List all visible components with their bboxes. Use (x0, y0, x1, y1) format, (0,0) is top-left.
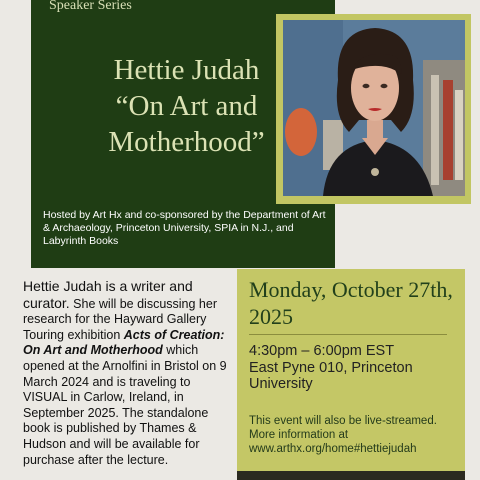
title-line: Hettie Judah (113, 54, 260, 86)
event-time: 4:30pm – 6:00pm EST (249, 343, 395, 359)
bio-intro: Hettie Judah is a writer and curator. (23, 278, 193, 311)
title-line: “On Art and (115, 90, 258, 122)
exhibition-title: Acts of Creation: On Art and Motherhood (23, 327, 225, 358)
series-label: Speaker Series (49, 0, 132, 13)
bio-text: She will be discussing her research for the Hayward Gallery Touring exhibition (23, 296, 217, 342)
event-date: Monday, October 27th, 2025 (249, 277, 453, 329)
bottom-bar (237, 471, 465, 480)
event-time-location (249, 343, 459, 393)
event-location: East Pyne 010, Princeton University (249, 359, 413, 392)
speaker-photo (283, 20, 465, 196)
hosted-by-text: Hosted by Art Hx and co-sponsored by the Department of Art & Archaeology, Princeton University, SPIA in N.J., and Labyrinth Books (43, 209, 326, 247)
livestream-note: This event will also be live-streamed. More information at www.arthx.org/home#hettiejudah (249, 415, 437, 455)
bio-text: which opened at the Arnolfini in Bristol on 9 March 2024 and is traveling to VISUAL in Carlow, Ireland, in September 2025. The standalone book is published by Thames & Hudson and will be available for purchase after the lecture. (23, 343, 227, 467)
title-line: Motherhood” (108, 126, 265, 158)
divider (249, 334, 447, 335)
speaker-bio (23, 279, 231, 468)
